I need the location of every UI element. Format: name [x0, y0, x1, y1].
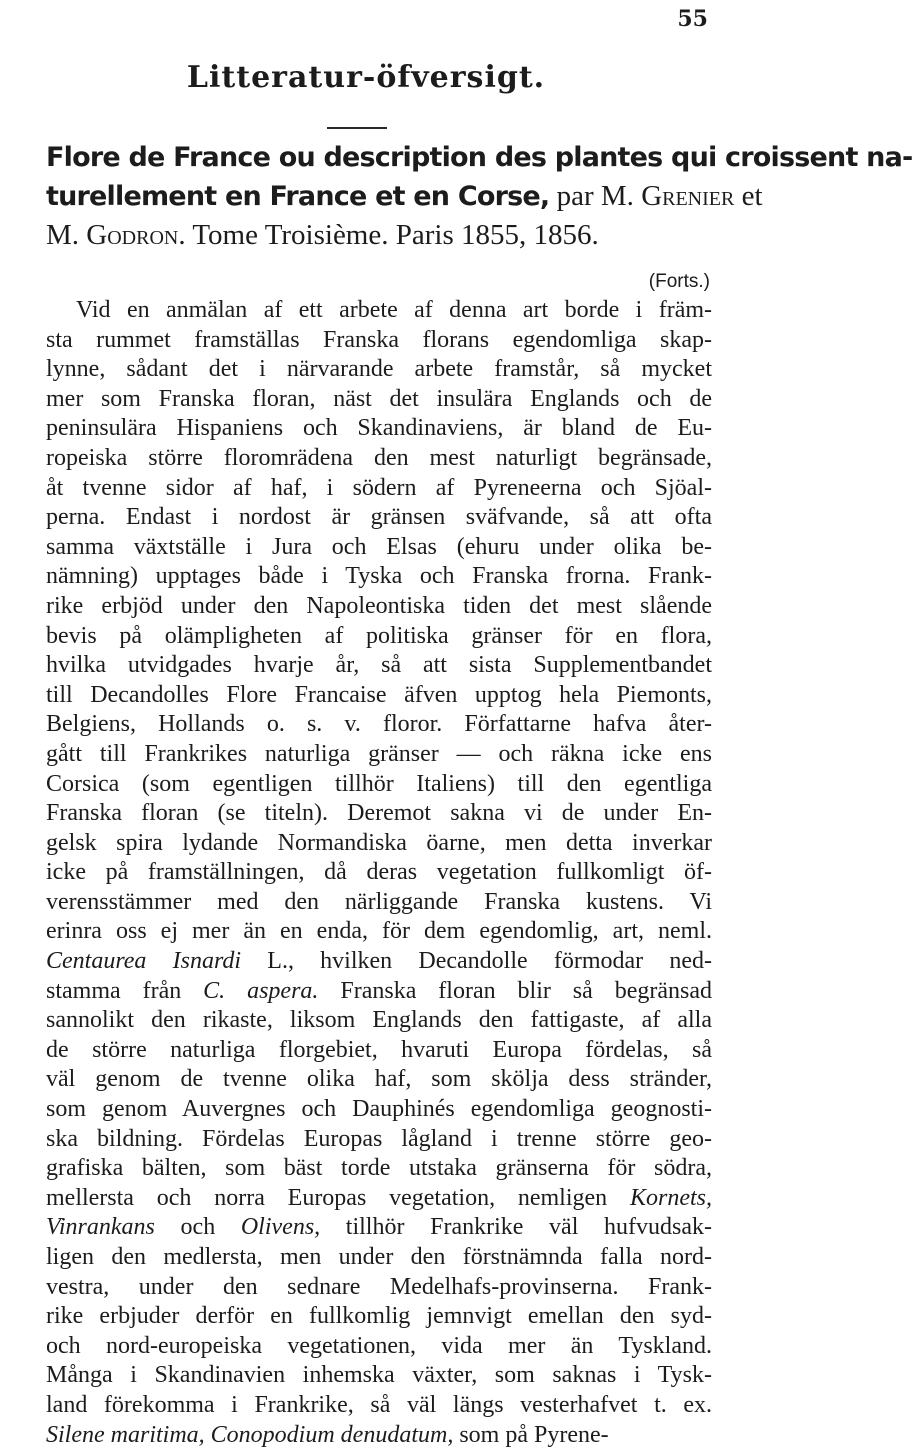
- body-text-run: nämning) upptages både i Tyska och Franska frorna. Frank-: [46, 563, 712, 590]
- body-text-run: Corsica (som egentligen tillhör Italiens) till den egentliga: [46, 770, 712, 797]
- body-text: [46, 296, 712, 1450]
- title-bold-line-2: turellement en France et en Corse,: [46, 181, 550, 212]
- body-line: [46, 562, 712, 592]
- section-heading: Litteratur-öfversigt.: [186, 60, 546, 95]
- body-line: [46, 1332, 712, 1362]
- body-text-run: sannolikt den rikaste, liksom Englands den fattigaste, af alla: [46, 1007, 712, 1034]
- body-line: [46, 1273, 712, 1303]
- body-line: [46, 1302, 712, 1332]
- author-grenier: Grenier: [641, 180, 735, 212]
- body-line: [46, 355, 712, 385]
- body-text-run: perna. Endast i nordost är gränsen sväfvande, så att ofta: [46, 504, 712, 531]
- title-line-1: [46, 138, 912, 177]
- body-text-run: land förekomma i Frankrike, så väl längs vesterhafvet t. ex.: [46, 1391, 712, 1418]
- author-godron: Godron.: [86, 219, 186, 251]
- body-text-run: Många i Skandinavien inhemska växter, som saknas i Tysk-: [46, 1362, 712, 1389]
- italic-term: Kornets,: [629, 1184, 712, 1211]
- body-text-run: Franska floran blir så begränsad: [318, 977, 712, 1004]
- body-text-run: gått till Frankrikes naturliga gränser — och räkna icke ens: [46, 740, 712, 767]
- body-line: [46, 622, 712, 652]
- body-line: [46, 1006, 712, 1036]
- body-text-run: erinra oss ej mer än en enda, för dem egendomlig, art, neml.: [46, 918, 712, 945]
- body-text-run: lynne, sådant det i närvarande arbete framstår, så mycket: [46, 356, 712, 383]
- body-line: [46, 1095, 712, 1125]
- body-line: [46, 385, 712, 415]
- body-line: [46, 858, 712, 888]
- body-text-run: mellersta och norra Europas vegetation, nemligen: [46, 1184, 630, 1211]
- body-text-run: verensstämmer med den närliggande Franska kustens. Vi: [46, 888, 712, 915]
- body-text-run: som genom Auvergnes och Dauphinés egendomliga geognosti-: [46, 1096, 712, 1123]
- body-text-run: stamma från: [46, 977, 204, 1004]
- body-text-run: samma växtställe i Jura och Elsas (ehuru under olika be-: [46, 533, 712, 560]
- body-text-run: och: [154, 1214, 241, 1241]
- body-line: [46, 1154, 712, 1184]
- body-line: [46, 1421, 712, 1450]
- body-text-run: grafiska bälten, som bäst torde utstaka gränserna för södra,: [46, 1155, 712, 1182]
- body-text-run: åt tvenne sidor af haf, i södern af Pyreneerna och Sjöal-: [46, 474, 712, 501]
- body-line: [46, 474, 712, 504]
- body-text-run: ropeiska större floromrädena den mest naturligt begränsade,: [46, 444, 712, 471]
- body-text-run: Vid en anmälan af ett arbete af denna art borde i främ-: [76, 297, 712, 323]
- body-text-run: mer som Franska floran, näst det insulära Englands och de: [46, 385, 712, 412]
- body-text-run: väl genom de tvenne olika haf, som skölja dess stränder,: [46, 1066, 712, 1093]
- italic-term: Silene maritima,: [46, 1421, 205, 1448]
- title-edition: Tome Troisième. Paris 1855, 1856.: [192, 219, 599, 251]
- body-line: [46, 1065, 712, 1095]
- body-line: [46, 296, 712, 326]
- body-text-run: ska bildning. Fördelas Europas lågland i trenne större geo-: [46, 1125, 712, 1152]
- body-line: [46, 533, 712, 563]
- body-text-run: vestra, under den sednare Medelhafs-provinserna. Frank-: [46, 1273, 712, 1300]
- body-text-run: rike erbjuder derför en fullkomlig jemnvigt emellan den syd-: [46, 1303, 712, 1330]
- body-line: [46, 651, 712, 681]
- body-text-run: bevis på olämpligheten af politiska gränser för en flora,: [46, 622, 712, 649]
- italic-term: Centaurea Isnardi: [46, 948, 242, 975]
- body-line: [46, 888, 712, 918]
- italic-term: Olivens,: [240, 1214, 321, 1241]
- body-line: [46, 503, 712, 533]
- body-line: [46, 1125, 712, 1155]
- italic-term: Vinrankans: [46, 1214, 155, 1241]
- body-line: [46, 829, 712, 859]
- body-text-run: L., hvilken Decandolle förmodar ned-: [241, 948, 712, 975]
- body-line: [46, 917, 712, 947]
- title-par: par M.: [556, 180, 634, 212]
- body-text-run: sta rummet framställas Franska florans egendomliga skap-: [46, 326, 712, 353]
- body-line: [46, 1361, 712, 1391]
- body-text-run: peninsulära Hispaniens och Skandinaviens, är bland de Eu-: [46, 415, 712, 442]
- body-line: [46, 414, 712, 444]
- title-line-3: [46, 216, 714, 254]
- italic-term: Conopodium denudatum,: [210, 1421, 454, 1448]
- body-line: [46, 444, 712, 474]
- body-text-run: icke på framställningen, då deras vegetation fullkomligt öf-: [46, 859, 712, 886]
- body-line: [46, 1391, 712, 1421]
- body-line: [46, 1184, 712, 1214]
- continuation-note: (Forts.): [648, 271, 710, 292]
- heading-divider: [327, 127, 387, 129]
- body-line: [46, 710, 712, 740]
- body-text-run: Franska floran (se titeln). Deremot sakna vi de under En-: [46, 800, 712, 827]
- book-title: [46, 138, 912, 254]
- title-m: M.: [46, 219, 80, 251]
- body-text-run: Belgiens, Hollands o. s. v. floror. Författarne hafva åter-: [46, 711, 712, 738]
- body-text-run: de större naturliga florgebiet, hvaruti Europa fördelas, så: [46, 1036, 712, 1063]
- body-line: [46, 592, 712, 622]
- body-text-run: som på Pyrene-: [453, 1421, 609, 1448]
- page-number: 55: [677, 6, 708, 32]
- title-et: et: [741, 180, 763, 212]
- body-line: [46, 740, 712, 770]
- body-line: [46, 947, 712, 977]
- body-text-run: tillhör Frankrike väl hufvudsak-: [320, 1214, 713, 1241]
- body-line: [46, 799, 712, 829]
- title-bold-line-1: Flore de France ou description des plantes qui croissent na-: [46, 142, 912, 173]
- body-line: [46, 1243, 712, 1273]
- body-text-run: rike erbjöd under den Napoleontiska tiden det mest slående: [46, 592, 712, 619]
- body-text-run: hvilka utvidgades hvarje år, så att sista Supplementbandet: [46, 652, 712, 679]
- body-text-run: gelsk spira lydande Normandiska öarne, men detta inverkar: [46, 829, 712, 856]
- italic-term: C. aspera.: [203, 977, 319, 1004]
- body-line: [46, 770, 712, 800]
- title-line-2: [46, 177, 763, 216]
- body-line: [46, 977, 712, 1007]
- body-line: [46, 1036, 712, 1066]
- body-text-run: till Decandolles Flore Francaise äfven upptog hela Piemonts,: [46, 681, 712, 708]
- body-text-run: ligen den medlersta, men under den förstnämnda falla nord-: [46, 1244, 712, 1270]
- body-line: [46, 1213, 712, 1243]
- body-text-run: och nord-europeiska vegetationen, vida mer än Tyskland.: [46, 1332, 712, 1359]
- body-line: [46, 326, 712, 356]
- body-line: [46, 681, 712, 711]
